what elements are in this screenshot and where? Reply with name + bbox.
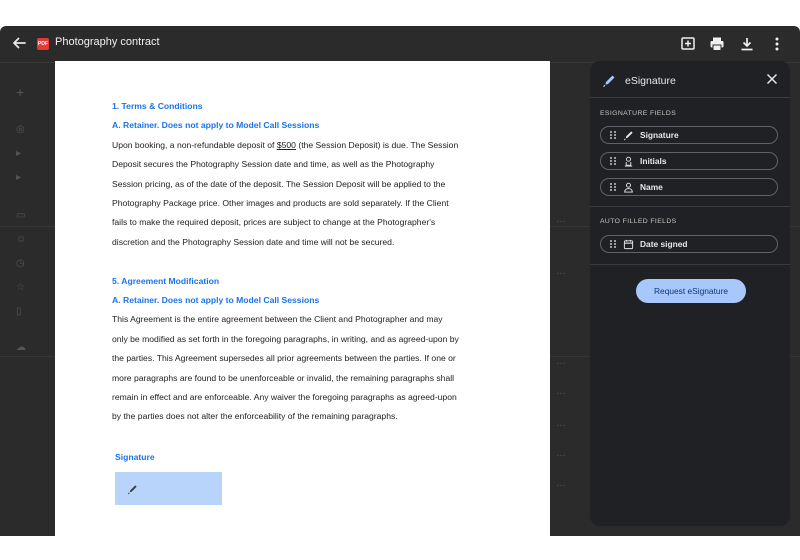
drag-handle-icon[interactable] xyxy=(609,130,617,140)
divider xyxy=(590,206,790,207)
print-icon[interactable] xyxy=(708,35,726,53)
section-heading: 1. Terms & Conditions xyxy=(112,101,203,111)
paragraph-line: Session pricing, as of the date of the deposit. The Session Deposit will be applied to the xyxy=(112,178,446,189)
pen-icon xyxy=(602,74,616,88)
add-comment-icon[interactable] xyxy=(679,35,697,53)
pen-icon xyxy=(127,484,138,495)
drag-handle-icon[interactable] xyxy=(609,239,617,249)
document-title: Photography contract xyxy=(55,36,160,48)
paragraph-line: This Agreement is the entire agreement between the Client and Photographer and may xyxy=(112,314,443,325)
signature-field-placeholder[interactable] xyxy=(115,472,222,505)
pen-icon xyxy=(623,130,634,141)
paragraph-line: fails to make the required deposit, prices are subject to change at the Photographer's xyxy=(112,217,436,228)
download-icon[interactable] xyxy=(738,35,756,53)
close-icon[interactable] xyxy=(764,71,780,87)
back-arrow-icon[interactable] xyxy=(10,34,28,52)
paragraph-line: Deposit secures the Photography Session date and time, as well as the Photography xyxy=(112,159,435,170)
field-chip-date-signed[interactable] xyxy=(600,235,778,253)
section-heading: 5. Agreement Modification xyxy=(112,275,220,286)
paragraph-line xyxy=(112,136,502,155)
background-app: + ◎ ▸ ▸ ▭ ☺ ◷ ☆ ▯ ☁ … … … … … … … xyxy=(0,26,800,536)
section-subheading: A. Retainer. Does not apply to Model Call Sessions xyxy=(112,120,320,131)
document-body xyxy=(112,97,502,427)
paragraph-line: discretion and the Photography Session date and time will not be secured. xyxy=(112,236,395,247)
divider xyxy=(590,264,790,265)
paragraph-line: more paragraphs are found to be unenforceable or invalid, the remaining paragraphs shall xyxy=(112,372,455,383)
auto-filled-fields-heading: AUTO FILLED FIELDS xyxy=(600,218,677,225)
pdf-file-icon: PDF xyxy=(37,38,49,50)
drag-handle-icon[interactable] xyxy=(609,156,617,166)
document-page xyxy=(55,61,550,536)
paragraph-line: remain in effect and are enforceable. Any waiver the foregoing paragraphs as agreed-upon xyxy=(112,392,457,403)
section-subheading: A. Retainer. Does not apply to Model Call Sessions xyxy=(112,295,320,306)
deposit-amount: $500 xyxy=(276,139,296,150)
chip-label: Date signed xyxy=(640,239,688,249)
paragraph-line: only be modified as set forth in the foregoing paragraphs, in writing, and as agreed-upon by xyxy=(112,333,459,344)
divider xyxy=(590,97,790,98)
viewer-toolbar xyxy=(0,26,800,62)
initials-icon xyxy=(623,156,634,167)
paragraph-line: Photography Package price. Other images and products are sold separately. If the Client xyxy=(112,198,449,209)
field-chip-signature[interactable] xyxy=(600,126,778,144)
request-esignature-button[interactable]: Request eSignature xyxy=(636,279,746,303)
calendar-icon xyxy=(623,239,634,250)
panel-title: eSignature xyxy=(625,75,676,87)
field-chip-name[interactable] xyxy=(600,178,778,196)
chip-label: Initials xyxy=(640,156,667,166)
esignature-panel xyxy=(590,61,790,526)
paragraph-line: by the parties does not alter the enforceability of the remaining paragraphs. xyxy=(112,411,398,422)
esignature-fields-heading: ESIGNATURE FIELDS xyxy=(600,110,677,117)
chip-label: Signature xyxy=(640,130,679,140)
chip-label: Name xyxy=(640,182,663,192)
field-chip-initials[interactable] xyxy=(600,152,778,170)
text-run: (the Session Deposit) is due. The Session xyxy=(295,139,459,150)
blank-line xyxy=(112,252,502,271)
paragraph-line: the parties. This Agreement supersedes all prior agreements between the parties. If one or xyxy=(112,353,456,364)
drag-handle-icon[interactable] xyxy=(609,182,617,192)
signature-field-label: Signature xyxy=(115,452,155,462)
more-options-icon[interactable] xyxy=(768,35,786,53)
app-window xyxy=(0,26,800,536)
person-icon xyxy=(623,182,634,193)
text-run: Upon booking, a non-refundable deposit of xyxy=(112,139,277,150)
